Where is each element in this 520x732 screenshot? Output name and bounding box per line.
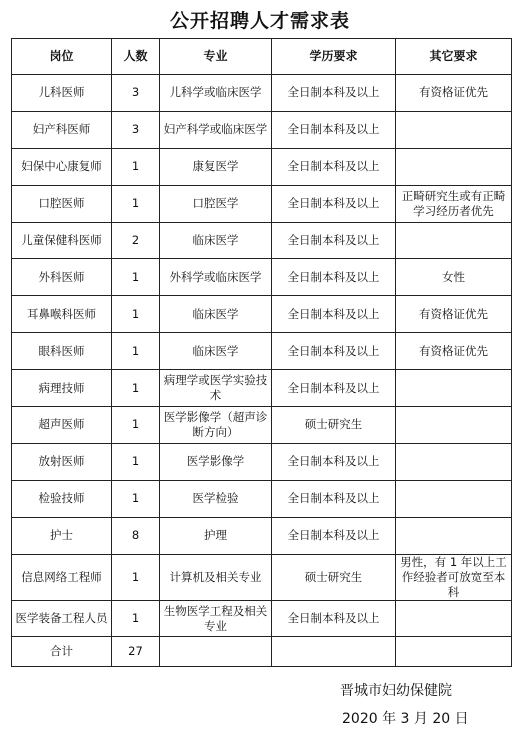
cell-count: 1 xyxy=(112,333,160,370)
cell-other xyxy=(396,407,512,444)
cell-education: 全日制本科及以上 xyxy=(272,148,396,185)
cell-count: 1 xyxy=(112,443,160,480)
header-major: 专业 xyxy=(160,39,272,75)
cell-position: 儿童保健科医师 xyxy=(12,222,112,259)
cell-education: 硕士研究生 xyxy=(272,554,396,600)
cell-major: 口腔医学 xyxy=(160,185,272,222)
total-label: 合计 xyxy=(12,637,112,667)
cell-count: 3 xyxy=(112,111,160,148)
table-row xyxy=(12,111,512,148)
table-body xyxy=(12,75,512,637)
header-other: 其它要求 xyxy=(396,39,512,75)
total-empty-cell xyxy=(396,637,512,667)
cell-education: 全日制本科及以上 xyxy=(272,222,396,259)
table-row xyxy=(12,222,512,259)
cell-position: 外科医师 xyxy=(12,259,112,296)
table-row xyxy=(12,75,512,112)
cell-major: 临床医学 xyxy=(160,296,272,333)
cell-major: 儿科学或临床医学 xyxy=(160,75,272,112)
cell-education: 全日制本科及以上 xyxy=(272,111,396,148)
cell-education: 全日制本科及以上 xyxy=(272,296,396,333)
cell-education: 硕士研究生 xyxy=(272,407,396,444)
total-empty-cell xyxy=(272,637,396,667)
cell-major: 临床医学 xyxy=(160,222,272,259)
cell-position: 儿科医师 xyxy=(12,75,112,112)
cell-other: 有资格证优先 xyxy=(396,75,512,112)
cell-major: 医学影像学 xyxy=(160,443,272,480)
cell-major: 临床医学 xyxy=(160,333,272,370)
cell-position: 口腔医师 xyxy=(12,185,112,222)
cell-education: 全日制本科及以上 xyxy=(272,480,396,517)
cell-education: 全日制本科及以上 xyxy=(272,443,396,480)
header-position: 岗位 xyxy=(12,39,112,75)
table-row xyxy=(12,296,512,333)
cell-count: 1 xyxy=(112,259,160,296)
cell-education: 全日制本科及以上 xyxy=(272,75,396,112)
cell-other xyxy=(396,480,512,517)
cell-other: 女性 xyxy=(396,259,512,296)
footer-organization: 晋城市妇幼保健院 xyxy=(340,683,452,699)
cell-count: 1 xyxy=(112,148,160,185)
cell-position: 超声医师 xyxy=(12,407,112,444)
header-education: 学历要求 xyxy=(272,39,396,75)
footer-date: 2020 年 3 月 20 日 xyxy=(342,711,469,727)
cell-position: 耳鼻喉科医师 xyxy=(12,296,112,333)
cell-position: 信息网络工程师 xyxy=(12,554,112,600)
table-header-row xyxy=(12,39,512,75)
cell-education: 全日制本科及以上 xyxy=(272,370,396,407)
cell-education: 全日制本科及以上 xyxy=(272,517,396,554)
table-row xyxy=(12,517,512,554)
cell-major: 医学影像学（超声诊断方向） xyxy=(160,407,272,444)
cell-major: 护理 xyxy=(160,517,272,554)
table-row xyxy=(12,185,512,222)
cell-major: 外科学或临床医学 xyxy=(160,259,272,296)
cell-position: 检验技师 xyxy=(12,480,112,517)
table-row xyxy=(12,148,512,185)
cell-count: 2 xyxy=(112,222,160,259)
cell-other: 正畸研究生或有正畸学习经历者优先 xyxy=(396,185,512,222)
cell-count: 8 xyxy=(112,517,160,554)
cell-education: 全日制本科及以上 xyxy=(272,333,396,370)
total-row xyxy=(12,637,512,667)
cell-major: 医学检验 xyxy=(160,480,272,517)
cell-major: 生物医学工程及相关专业 xyxy=(160,600,272,637)
cell-other xyxy=(396,370,512,407)
cell-position: 医学装备工程人员 xyxy=(12,600,112,637)
table-row xyxy=(12,554,512,600)
cell-position: 妇产科医师 xyxy=(12,111,112,148)
cell-count: 1 xyxy=(112,600,160,637)
cell-other: 有资格证优先 xyxy=(396,296,512,333)
cell-count: 3 xyxy=(112,75,160,112)
cell-position: 放射医师 xyxy=(12,443,112,480)
cell-education: 全日制本科及以上 xyxy=(272,185,396,222)
cell-position: 眼科医师 xyxy=(12,333,112,370)
cell-education: 全日制本科及以上 xyxy=(272,600,396,637)
cell-count: 1 xyxy=(112,407,160,444)
total-empty-cell xyxy=(160,637,272,667)
cell-count: 1 xyxy=(112,480,160,517)
cell-position: 妇保中心康复师 xyxy=(12,148,112,185)
cell-count: 1 xyxy=(112,296,160,333)
cell-major: 康复医学 xyxy=(160,148,272,185)
table-row xyxy=(12,259,512,296)
table-row xyxy=(12,370,512,407)
cell-other: 有资格证优先 xyxy=(396,333,512,370)
cell-other xyxy=(396,443,512,480)
table-row xyxy=(12,407,512,444)
page-title: 公开招聘人才需求表 xyxy=(169,10,350,32)
total-count: 27 xyxy=(112,637,160,667)
cell-other xyxy=(396,222,512,259)
cell-major: 妇产科学或临床医学 xyxy=(160,111,272,148)
cell-major: 病理学或医学实验技术 xyxy=(160,370,272,407)
cell-other xyxy=(396,517,512,554)
table-row xyxy=(12,480,512,517)
cell-education: 全日制本科及以上 xyxy=(272,259,396,296)
cell-other xyxy=(396,600,512,637)
cell-other xyxy=(396,111,512,148)
cell-other: 男性，有 1 年以上工作经验者可放宽至本科 xyxy=(396,554,512,600)
cell-position: 护士 xyxy=(12,517,112,554)
cell-other xyxy=(396,148,512,185)
table-row xyxy=(12,600,512,637)
cell-position: 病理技师 xyxy=(12,370,112,407)
cell-count: 1 xyxy=(112,185,160,222)
cell-major: 计算机及相关专业 xyxy=(160,554,272,600)
table-row xyxy=(12,443,512,480)
table-row xyxy=(12,333,512,370)
cell-count: 1 xyxy=(112,554,160,600)
recruitment-table xyxy=(11,38,512,667)
header-count: 人数 xyxy=(112,39,160,75)
cell-count: 1 xyxy=(112,370,160,407)
